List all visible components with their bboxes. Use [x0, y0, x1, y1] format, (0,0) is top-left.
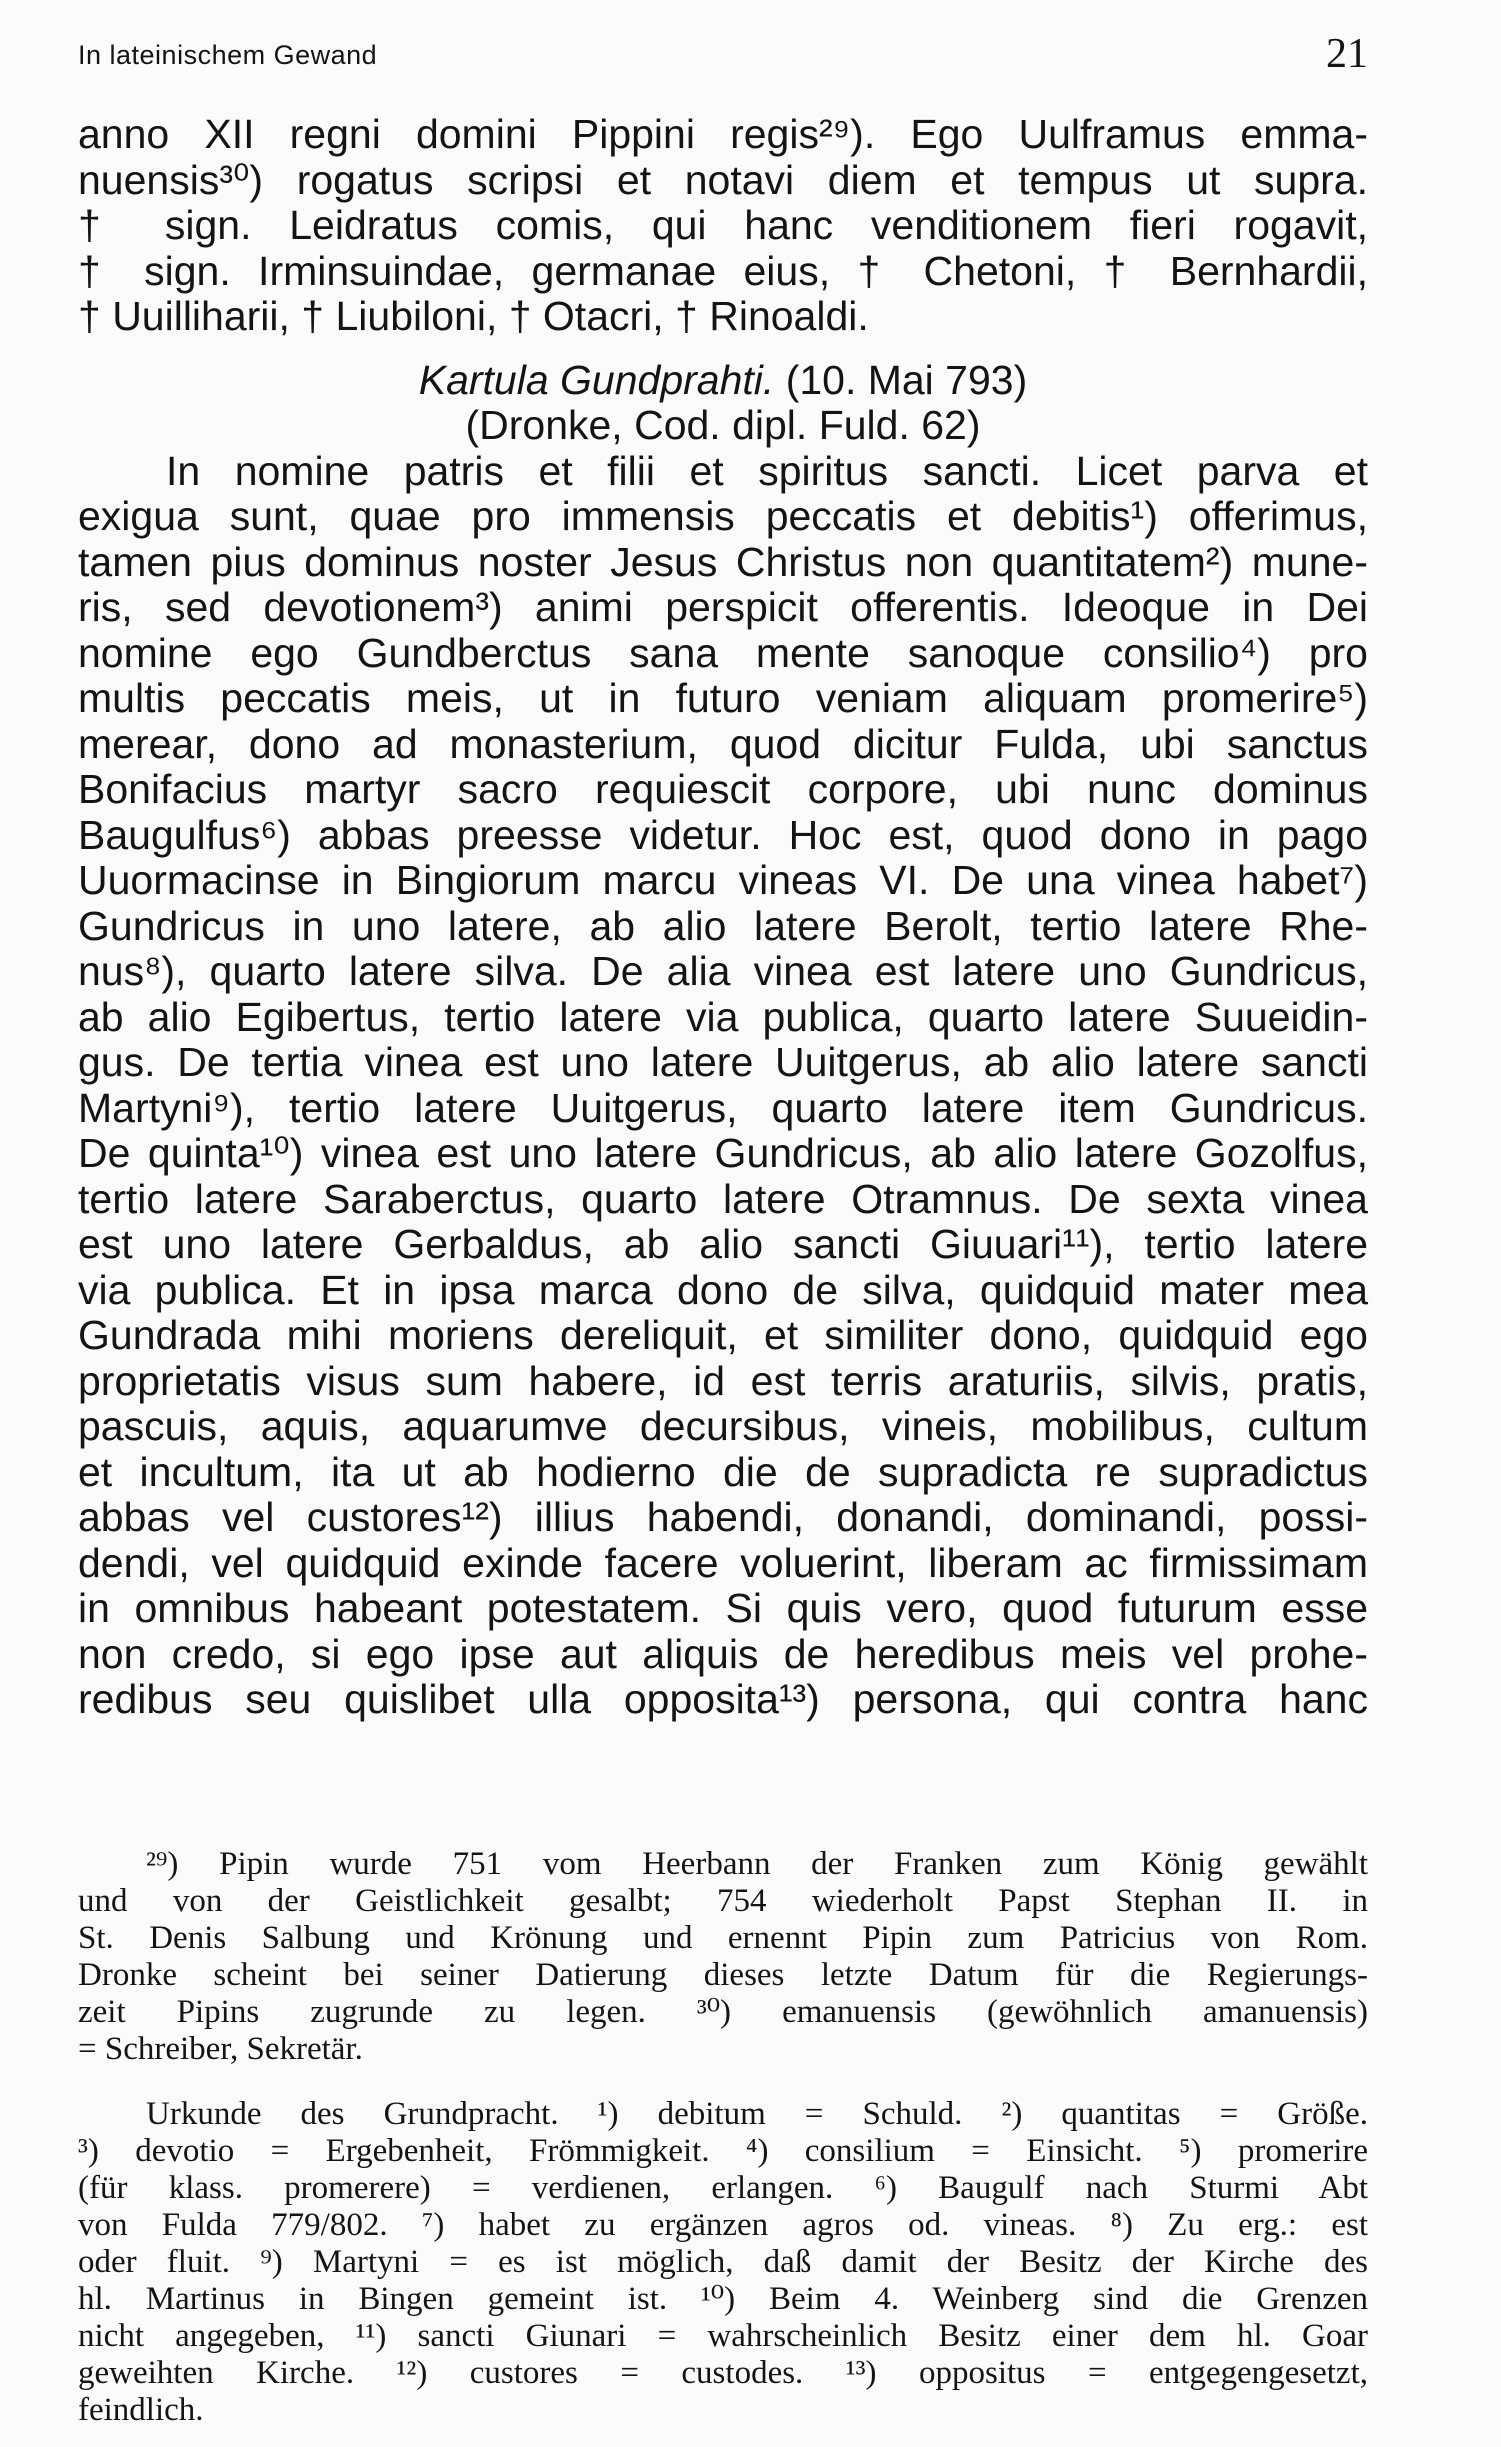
text-line: ris, sed devotionem³) animi perspicit offerentis. Ideoque in Dei — [78, 584, 1368, 630]
charter-date: (10. Mai 793) — [785, 356, 1028, 403]
text-line: via publica. Et in ipsa marca dono de silva, quidquid mater mea — [78, 1266, 1368, 1313]
text-line: anno XII regni domini Pippini regis²⁹). Ego Uulframus emma- — [78, 111, 1368, 157]
text-line: In nomine patris et filii et spiritus sancti. Licet parva et — [166, 447, 1368, 494]
text-line: redibus seu quislibet ulla opposita¹³) persona, qui contra hanc — [78, 1676, 1368, 1722]
footnote-line: nicht angegeben, ¹¹) sancti Giunari = wahrscheinlich Besitz einer dem hl. Goar — [78, 2318, 1368, 2354]
text-line: Bonifacius martyr sacro requiescit corpore, ubi nunc dominus — [78, 766, 1368, 812]
footnote-line: zeit Pipins zugrunde zu legen. ³⁰) emanuensis (gewöhnlich amanuensis) — [78, 1994, 1368, 2030]
running-title: In lateinischem Gewand — [78, 40, 378, 70]
footnote-line: von Fulda 779/802. ⁷) habet zu ergänzen agros od. vineas. ⁸) Zu erg.: est — [78, 2207, 1368, 2243]
text-line: † Uuilliharii, † Liubiloni, † Otacri, † Rinoaldi. — [78, 293, 869, 339]
text-line: Martyni⁹), tertio latere Uuitgerus, quarto latere item Gundricus. — [78, 1084, 1368, 1131]
text-line: gus. De tertia vinea est uno latere Uuitgerus, ab alio latere sancti — [78, 1039, 1368, 1085]
charter-source: (Dronke, Cod. dipl. Fuld. 62) — [465, 402, 981, 448]
text-line: multis peccatis meis, ut in futuro veniam aliquam promerire⁵) — [78, 675, 1368, 721]
text-line: abbas vel custores¹²) illius habendi, donandi, dominandi, possi- — [78, 1494, 1368, 1540]
footnotes — [78, 1846, 1368, 2429]
text-line: in omnibus habeant potestatem. Si quis vero, quod futurum esse — [78, 1585, 1368, 1631]
footnote-line: = Schreiber, Sekretär. — [78, 2031, 363, 2067]
text-line: exigua sunt, quae pro immensis peccatis et debitis¹) offerimus, — [78, 493, 1368, 539]
text-line: De quinta¹⁰) vinea est uno latere Gundricus, ab alio latere Gozolfus, — [78, 1130, 1368, 1176]
footnote-line: hl. Martinus in Bingen gemeint ist. ¹⁰) Beim 4. Weinberg sind die Grenzen — [78, 2281, 1368, 2317]
text-line: Gundricus in uno latere, ab alio latere Berolt, tertio latere Rhe- — [78, 902, 1368, 949]
charter-title: Kartula Gundprahti. — [418, 356, 775, 403]
charter-heading — [78, 358, 1368, 404]
text-line: † sign. Leidratus comis, qui hanc venditionem fieri rogavit, — [78, 202, 1368, 248]
text-line: pascuis, aquis, aquarumve decursibus, vineis, mobilibus, cultum — [78, 1403, 1368, 1449]
body-text — [78, 112, 1368, 1723]
text-line: nomine ego Gundberctus sana mente sanoque consilio⁴) pro — [78, 629, 1368, 676]
text-line: Gundrada mihi moriens dereliquit, et similiter dono, quidquid ego — [78, 1312, 1368, 1358]
footnote-line: (für klass. promerere) = verdienen, erlangen. ⁶) Baugulf nach Sturmi Abt — [78, 2170, 1368, 2206]
text-line: et incultum, ita ut ab hodierno die de supradicta re supradictus — [78, 1448, 1368, 1495]
footnote-line: geweihten Kirche. ¹²) custores = custodes. ¹³) oppositus = entgegengesetzt, — [78, 2355, 1368, 2391]
running-head — [78, 30, 1368, 80]
footnote-line: Dronke scheint bei seiner Datierung dieses letzte Datum für die Regierungs- — [78, 1957, 1368, 1993]
footnote-line: Urkunde des Grundpracht. ¹) debitum = Schuld. ²) quantitas = Größe. — [146, 2096, 1368, 2132]
text-line: nuensis³⁰) rogatus scripsi et notavi diem et tempus ut supra. — [78, 156, 1368, 203]
footnote-line: ²⁹) Pipin wurde 751 vom Heerbann der Franken zum König gewählt — [146, 1846, 1368, 1882]
text-line: proprietatis visus sum habere, id est terris araturiis, silvis, pratis, — [78, 1357, 1368, 1404]
text-line: merear, dono ad monasterium, quod dicitur Fulda, ubi sanctus — [78, 720, 1368, 767]
footnote-line: ³) devotio = Ergebenheit, Frömmigkeit. ⁴) consilium = Einsicht. ⁵) promerire — [78, 2133, 1368, 2169]
text-line: est uno latere Gerbaldus, ab alio sancti Giuuari¹¹), tertio latere — [78, 1221, 1368, 1267]
text-line: † sign. Irminsuindae, germanae eius, † Chetoni, † Bernhardii, — [78, 247, 1368, 294]
footnote-line: und von der Geistlichkeit gesalbt; 754 wiederholt Papst Stephan II. in — [78, 1883, 1368, 1919]
footnote-line: feindlich. — [78, 2392, 204, 2428]
text-line: nus⁸), quarto latere silva. De alia vinea est latere uno Gundricus, — [78, 948, 1368, 994]
page-number: 21 — [1326, 31, 1368, 77]
text-line: tamen pius dominus noster Jesus Christus non quantitatem²) mune- — [78, 538, 1368, 585]
text-line: dendi, vel quidquid exinde facere voluerint, liberam ac firmissimam — [78, 1539, 1368, 1586]
text-line: non credo, si ego ipse aut aliquis de heredibus meis vel prohe- — [78, 1630, 1368, 1677]
text-line: Uuormacinse in Bingiorum marcu vineas VI. De una vinea habet⁷) — [78, 857, 1368, 903]
text-line: Baugulfus⁶) abbas preesse videtur. Hoc est, quod dono in pago — [78, 811, 1368, 858]
text-line: ab alio Egibertus, tertio latere via publica, quarto latere Suueidin- — [78, 993, 1368, 1040]
text-line: tertio latere Saraberctus, quarto latere Otramnus. De sexta vinea — [78, 1175, 1368, 1222]
footnote-line: oder fluit. ⁹) Martyni = es ist möglich, daß damit der Besitz der Kirche des — [78, 2244, 1368, 2280]
footnote-line: St. Denis Salbung und Krönung und ernennt Pipin zum Patricius von Rom. — [78, 1920, 1368, 1956]
